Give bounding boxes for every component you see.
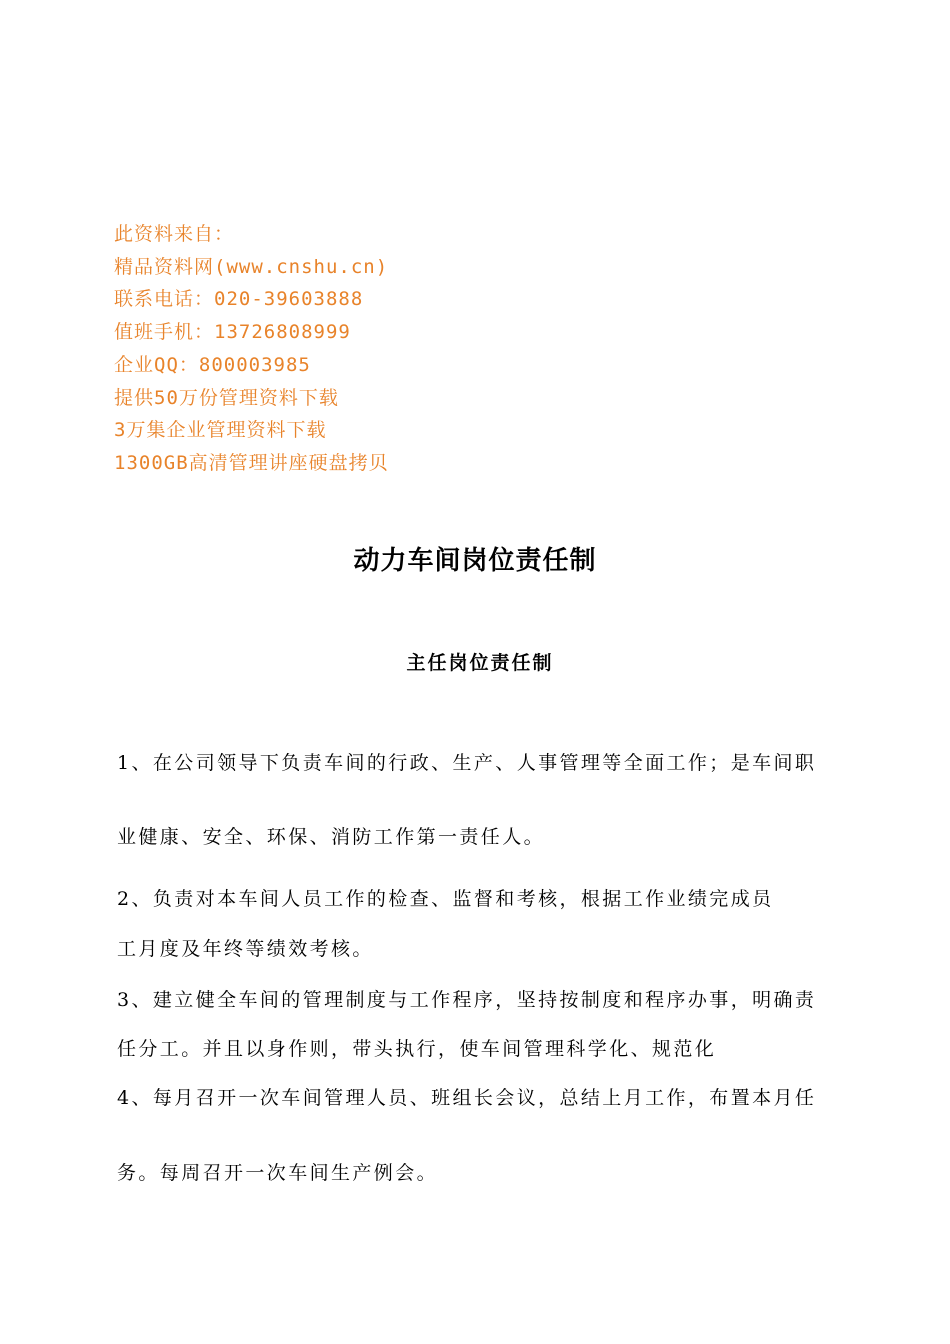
paragraph-line: 3、建立健全车间的管理制度与工作程序，坚持按制度和程序办事，明确责 [117, 989, 817, 1011]
promo-line-videos: 3万集企业管理资料下载 [114, 419, 327, 442]
phone-line: 联系电话：020-39603888 [114, 288, 364, 311]
paragraph-line: 1、在公司领导下负责车间的行政、生产、人事管理等全面工作；是车间职 [117, 752, 817, 774]
website-line: 精品资料网(www.cnshu.cn) [114, 255, 389, 278]
promo-line-materials: 提供50万份管理资料下载 [114, 386, 339, 409]
paragraph-line: 业健康、安全、环保、消防工作第一责任人。 [117, 826, 546, 848]
source-label: 此资料来自： [114, 223, 235, 245]
source-info-block [114, 218, 389, 480]
qq-line: 企业QQ：800003985 [114, 353, 311, 376]
paragraph-line: 4、每月召开一次车间管理人员、班组长会议，总结上月工作，布置本月任 [117, 1087, 817, 1109]
paragraph-line: 务。每周召开一次车间生产例会。 [117, 1162, 439, 1184]
section-subtitle: 主任岗位责任制 [406, 652, 554, 674]
paragraph-line: 2、负责对本车间人员工作的检查、监督和考核，根据工作业绩完成员 [117, 888, 774, 910]
paragraph-line: 任分工。并且以身作则，带头执行，使车间管理科学化、规范化 [117, 1038, 717, 1060]
paragraph-line: 工月度及年终等绩效考核。 [117, 938, 374, 960]
promo-line-lectures: 1300GB高清管理讲座硬盘拷贝 [114, 451, 389, 474]
document-title: 动力车间岗位责任制 [353, 546, 597, 576]
mobile-line: 值班手机：13726808999 [114, 321, 351, 344]
